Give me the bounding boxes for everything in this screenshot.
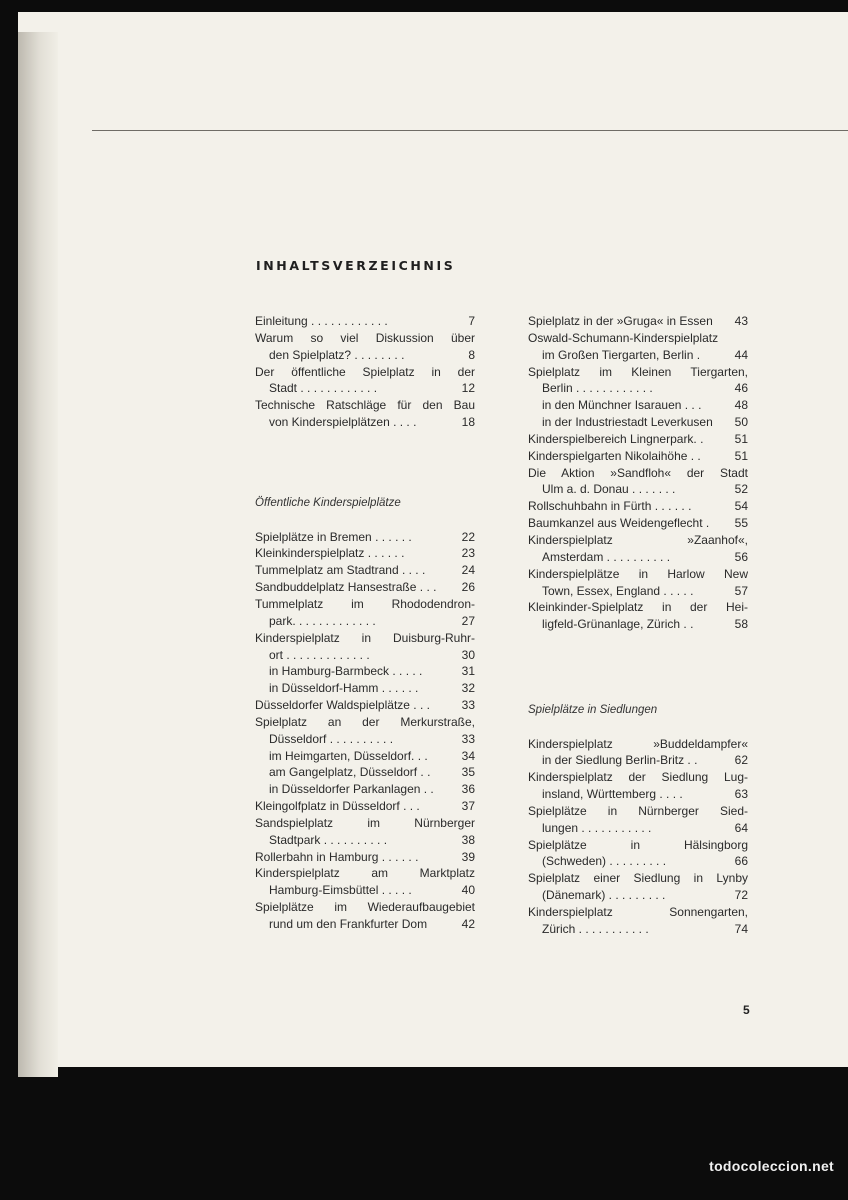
toc-entry-text: Hamburg-Eimsbüttel . . . . . — [269, 883, 412, 898]
toc-page-number: 36 — [461, 782, 475, 797]
toc-page-number: 55 — [734, 516, 748, 531]
toc-entry-text: insland, Württemberg . . . . — [542, 787, 683, 802]
toc-entry — [528, 465, 748, 499]
toc-entry-text: (Dänemark) . . . . . . . . . — [542, 888, 666, 903]
toc-entry — [255, 748, 475, 765]
toc-settlements-list — [528, 736, 748, 938]
toc-entry-text: in der Siedlung Berlin-Britz . . — [542, 753, 698, 768]
toc-page-number: 35 — [461, 765, 475, 780]
toc-heading: INHALTSVERZEICHNIS — [256, 258, 456, 273]
toc-page-number: 48 — [734, 398, 748, 413]
toc-entry — [255, 663, 475, 680]
toc-entry-text: Zürich . . . . . . . . . . . — [542, 921, 649, 936]
toc-entry — [255, 865, 475, 899]
watermark: todocoleccion.net — [709, 1158, 834, 1174]
toc-entry — [255, 714, 475, 748]
toc-page-number: 51 — [734, 448, 748, 463]
toc-page-number: 27 — [461, 613, 475, 628]
toc-page-number: 46 — [734, 381, 748, 396]
toc-entry-text: Sandbuddelplatz Hansestraße . . . — [255, 580, 437, 595]
toc-page-number: 64 — [734, 820, 748, 835]
toc-entry-text: Ulm a. d. Donau . . . . . . . — [542, 482, 676, 497]
toc-entry-text: (Schweden) . . . . . . . . . — [542, 854, 667, 869]
toc-entry — [255, 579, 475, 596]
toc-entry-text: Kinderspielgarten Nikolaihöhe . . — [528, 448, 701, 463]
toc-page-number: 18 — [461, 415, 475, 430]
toc-entry-text: Tummelplatz im Rhododendron- — [255, 596, 475, 611]
toc-page-number: 39 — [461, 849, 475, 864]
toc-entry — [255, 397, 475, 431]
toc-entry-text: ort . . . . . . . . . . . . . — [269, 647, 370, 662]
toc-entry-text: Kleingolfplatz in Düsseldorf . . . — [255, 799, 420, 814]
toc-entry-text: in Hamburg-Barmbeck . . . . . — [269, 664, 423, 679]
toc-entry-text: Kinderspielplatz in Duisburg-Ruhr- — [255, 630, 475, 645]
toc-entry — [528, 414, 748, 431]
toc-entry — [255, 562, 475, 579]
toc-entry — [528, 736, 748, 770]
toc-entry-text: im Großen Tiergarten, Berlin . — [542, 347, 701, 362]
toc-entry-text: Spielplatz einer Siedlung in Lynby — [528, 871, 748, 886]
toc-page-number: 51 — [734, 431, 748, 446]
toc-page-number: 31 — [461, 664, 475, 679]
toc-entry — [528, 532, 748, 566]
toc-entry-text: Düsseldorfer Waldspielplätze . . . — [255, 698, 430, 713]
toc-page-number: 54 — [734, 499, 748, 514]
toc-entry-text: Amsterdam . . . . . . . . . . — [542, 549, 671, 564]
toc-page-number: 32 — [461, 681, 475, 696]
toc-intro-list — [255, 313, 475, 431]
toc-entry — [255, 899, 475, 933]
toc-entry-text: Kinderspielplatz »Buddeldampfer« — [528, 736, 748, 751]
toc-entry — [255, 764, 475, 781]
toc-entry — [255, 330, 475, 364]
toc-page-number: 43 — [734, 314, 748, 328]
toc-entry-text: Oswald-Schumann-Kinderspielplatz — [528, 330, 719, 345]
toc-entry-text: den Spielplatz? . . . . . . . . — [269, 347, 405, 362]
toc-entry-text: von Kinderspielplätzen . . . . — [269, 415, 417, 430]
toc-entry — [528, 566, 748, 600]
toc-page-number: 58 — [734, 617, 748, 632]
toc-entry-text: Technische Ratschläge für den Bau — [255, 398, 475, 413]
page-binding-shadow — [18, 32, 58, 1077]
toc-page-number: 62 — [734, 753, 748, 768]
toc-entry — [255, 680, 475, 697]
toc-page-number: 50 — [734, 415, 748, 430]
toc-page-number: 33 — [461, 731, 475, 746]
toc-entry-text: Town, Essex, England . . . . . — [542, 583, 694, 598]
toc-entry — [255, 630, 475, 664]
toc-entry — [255, 313, 475, 330]
toc-entry — [255, 798, 475, 815]
toc-page-number: 44 — [734, 347, 748, 362]
toc-entry-text: Tummelplatz am Stadtrand . . . . — [255, 563, 426, 578]
toc-page-number: 22 — [461, 529, 475, 544]
toc-page-number: 56 — [734, 549, 748, 564]
toc-left-column — [255, 313, 475, 933]
toc-entry — [255, 697, 475, 714]
toc-page-number: 34 — [461, 748, 475, 763]
toc-page-number: 23 — [461, 546, 475, 561]
toc-entry-text: park. . . . . . . . . . . . . — [269, 613, 376, 628]
toc-page-number: 72 — [734, 888, 748, 903]
toc-entry-text: in der Industriestadt Leverkusen — [542, 415, 713, 430]
section-title-settlements: Spielplätze in Siedlungen — [528, 703, 658, 716]
toc-entry-text: Kinderspielplatz der Siedlung Lug- — [528, 770, 748, 785]
toc-page-number: 40 — [461, 883, 475, 898]
toc-entry — [528, 904, 748, 938]
toc-entry-text: am Gangelplatz, Düsseldorf . . — [269, 765, 431, 780]
toc-entry-text: Einleitung . . . . . . . . . . . . — [255, 314, 388, 328]
toc-entry-text: lungen . . . . . . . . . . . — [542, 820, 652, 835]
toc-page-number: 30 — [461, 647, 475, 662]
toc-entry-text: Düsseldorf . . . . . . . . . . — [269, 731, 394, 746]
toc-entry — [255, 364, 475, 398]
toc-entry-text: Sandspielplatz im Nürnberger — [255, 815, 475, 830]
toc-entry-text: Warum so viel Diskussion über — [255, 330, 475, 345]
toc-entry — [528, 837, 748, 871]
page-number: 5 — [743, 1003, 750, 1017]
toc-entry — [528, 431, 748, 448]
toc-entry-text: Spielplatz an der Merkurstraße, — [255, 714, 475, 729]
header-rule — [92, 130, 848, 131]
toc-entry-text: in den Münchner Isarauen . . . — [542, 398, 702, 413]
toc-entry-text: Spielplätze in Bremen . . . . . . — [255, 529, 412, 544]
toc-entry — [528, 769, 748, 803]
toc-right-column — [528, 313, 748, 938]
toc-right-list — [528, 313, 748, 633]
toc-page-number: 52 — [734, 482, 748, 497]
toc-entry — [528, 448, 748, 465]
toc-page-number: 66 — [734, 854, 748, 869]
toc-entry-text: Die Aktion »Sandfloh« der Stadt — [528, 465, 748, 480]
toc-entry — [528, 599, 748, 633]
toc-entry-text: Berlin . . . . . . . . . . . . — [542, 381, 653, 396]
toc-entry-text: Stadt . . . . . . . . . . . . — [269, 381, 378, 396]
toc-entry — [528, 330, 748, 364]
toc-page-number: 63 — [734, 787, 748, 802]
toc-entry-text: Spielplätze in Hälsingborg — [528, 837, 748, 852]
toc-page-number: 7 — [468, 314, 475, 328]
toc-page-number: 37 — [461, 799, 475, 814]
toc-entry-text: Spielplätze in Nürnberger Sied- — [528, 803, 748, 818]
toc-entry-text: Kinderspielplatz Sonnengarten, — [528, 905, 748, 919]
section-title-public: Öffentliche Kinderspielplätze — [255, 496, 401, 509]
toc-entry-text: Rollschuhbahn in Fürth . . . . . . — [528, 499, 692, 514]
toc-entry — [528, 498, 748, 515]
toc-entry-text: Kinderspielplätze in Harlow New — [528, 566, 748, 581]
toc-entry-text: ligfeld-Grünanlage, Zürich . . — [542, 617, 694, 632]
toc-page-number: 26 — [461, 580, 475, 595]
toc-entry-text: Spielplatz im Kleinen Tiergarten, — [528, 364, 748, 379]
toc-entry — [528, 515, 748, 532]
toc-entry-text: Kleinkinder-Spielplatz in der Hei- — [528, 600, 748, 615]
toc-page-number: 38 — [461, 832, 475, 847]
toc-entry — [255, 815, 475, 849]
toc-entry — [255, 529, 475, 546]
toc-entry-text: Kinderspielbereich Lingnerpark. . — [528, 431, 704, 446]
toc-entry — [255, 596, 475, 630]
toc-entry-text: rund um den Frankfurter Dom — [269, 917, 428, 931]
toc-entry — [255, 781, 475, 798]
toc-entry — [528, 313, 748, 330]
toc-page-number: 74 — [734, 921, 748, 936]
toc-page-number: 42 — [461, 917, 475, 931]
toc-entry-text: in Düsseldorf-Hamm . . . . . . — [269, 681, 419, 696]
toc-entry-text: Spielplatz in der »Gruga« in Essen — [528, 314, 713, 328]
toc-entry-text: Kinderspielplatz »Zaanhof«, — [528, 532, 748, 547]
toc-entry — [528, 364, 748, 398]
toc-entry-text: Baumkanzel aus Weidengeflecht . — [528, 516, 710, 531]
toc-page-number: 24 — [461, 563, 475, 578]
toc-entry — [528, 803, 748, 837]
toc-entry-text: Kleinkinderspielplatz . . . . . . — [255, 546, 405, 561]
toc-public-list — [255, 529, 475, 933]
toc-page-number: 33 — [461, 698, 475, 713]
toc-entry-text: Stadtpark . . . . . . . . . . — [269, 832, 388, 847]
toc-entry — [528, 870, 748, 904]
toc-entry-text: im Heimgarten, Düsseldorf. . . — [269, 748, 428, 763]
toc-entry-text: Der öffentliche Spielplatz in der — [255, 364, 475, 379]
toc-page-number: 12 — [461, 381, 475, 396]
toc-page-number: 8 — [468, 347, 475, 362]
toc-entry-text: in Düsseldorfer Parkanlagen . . — [269, 782, 434, 797]
toc-entry-text: Rollerbahn in Hamburg . . . . . . — [255, 849, 419, 864]
toc-entry-text: Spielplätze im Wiederaufbaugebiet — [255, 900, 475, 915]
toc-entry — [255, 545, 475, 562]
toc-entry — [255, 849, 475, 866]
toc-entry — [528, 397, 748, 414]
toc-page-number: 57 — [734, 583, 748, 598]
toc-entry-text: Kinderspielplatz am Marktplatz — [255, 866, 475, 881]
